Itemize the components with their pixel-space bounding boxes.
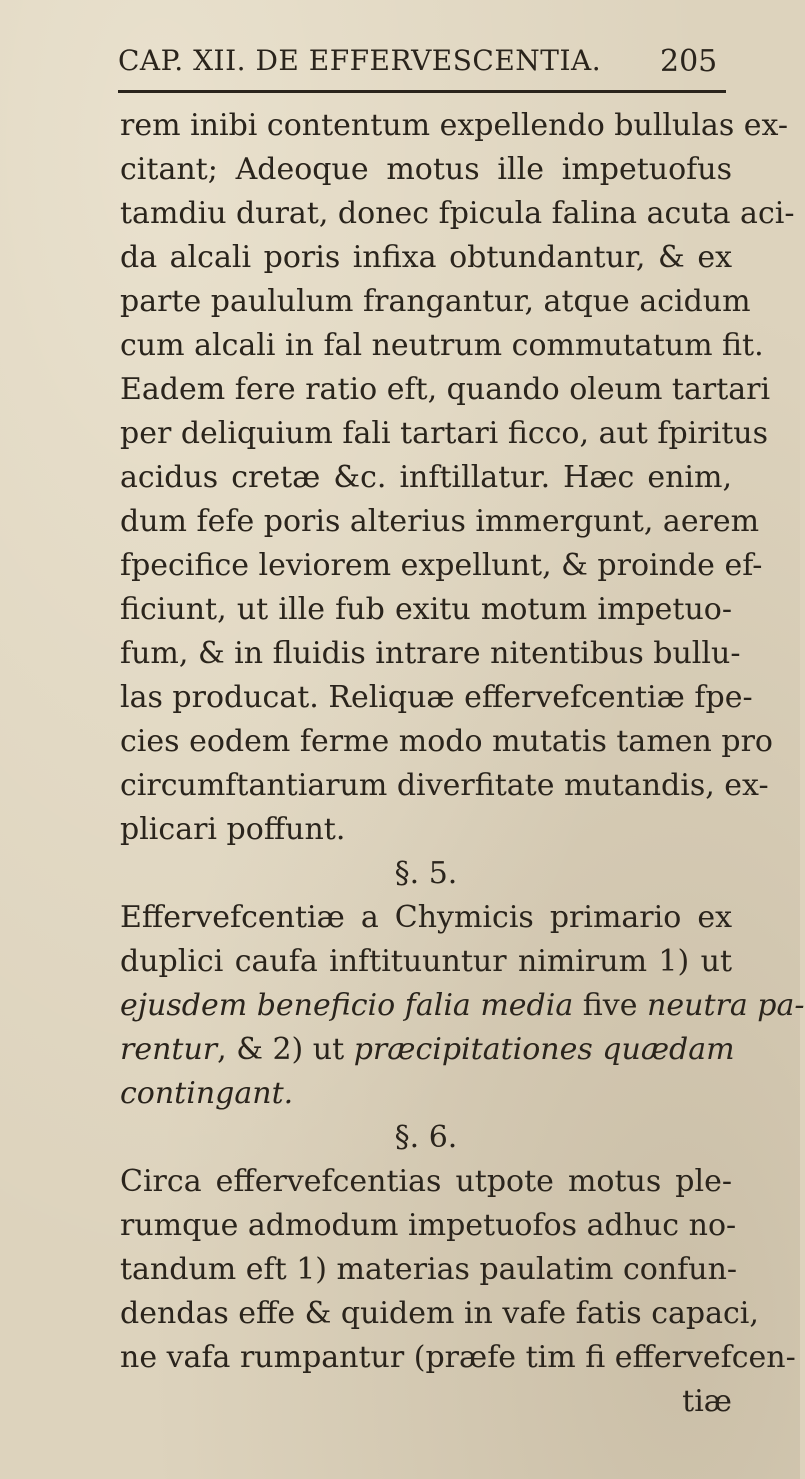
- text-line: ficiunt, ut ille fub exitu motum impetuo-: [120, 592, 732, 627]
- italic-span: contingant.: [120, 1076, 294, 1111]
- text-line: rem inibi contentum expellendo bullulas ex-: [120, 108, 789, 143]
- text-span: , & 2) ut: [217, 1032, 354, 1067]
- text-line: cum alcali in fal neutrum commutatum fit.: [120, 328, 764, 363]
- italic-span: ejusdem beneficio falia media: [120, 988, 574, 1023]
- header-rule: [118, 90, 726, 93]
- italic-span: præcipitationes quædam: [353, 1032, 735, 1067]
- text-line: [120, 1072, 732, 1116]
- text-line: tandum eft 1) materias paulatim confun-: [120, 1252, 738, 1287]
- text-block: [120, 104, 805, 1424]
- text-line: parte paululum frangantur, atque acidum: [120, 284, 751, 319]
- text-line: fpecifice leviorem expellunt, & proinde ef-: [120, 548, 763, 583]
- text-line: ne vafa rumpantur (præfe tim fi effervefcen-: [120, 1340, 796, 1375]
- page-number: 205: [660, 44, 718, 79]
- italic-span: rentur: [120, 1032, 218, 1067]
- text-line: tamdiu durat, donec fpicula falina acuta aci-: [120, 196, 795, 231]
- text-line: las producat. Reliquæ effervefcentiæ fpe-: [120, 680, 753, 715]
- text-line: acidus cretæ &c. inftillatur. Hæc enim,: [120, 460, 732, 495]
- text-line: citant; Adeoque motus ille impetuofus: [120, 152, 732, 187]
- text-line: [120, 896, 732, 940]
- text-line: [120, 940, 732, 984]
- text-line: dendas effe & quidem in vafe fatis capaci,: [120, 1296, 759, 1331]
- italic-span: neutra pa-: [647, 988, 805, 1023]
- text-line: plicari poffunt.: [120, 812, 346, 847]
- text-line: rumque admodum impetuofos adhuc no-: [120, 1208, 737, 1243]
- text-line: cies eodem ferme modo mutatis tamen pro: [120, 724, 773, 759]
- text-line: fum, & in fluidis intrare nitentibus bullu-: [120, 636, 741, 671]
- text-line: [120, 1028, 735, 1072]
- text-line: per deliquium fali tartari ficco, aut fpiritus: [120, 416, 768, 451]
- section-heading: §. 6.: [394, 1120, 458, 1155]
- text-span: Effervefcentiæ a Chymicis primario ex: [120, 900, 732, 935]
- text-line: circumftantiarum diverfitate mutandis, ex-: [120, 768, 769, 803]
- catchword: tiæ: [682, 1384, 732, 1419]
- running-title: CAP. XII. DE EFFERVESCENTIA.: [118, 44, 602, 77]
- text-span: five: [573, 988, 648, 1023]
- section-heading: §. 5.: [394, 856, 458, 891]
- text-line: da alcali poris infixa obtundantur, & ex: [120, 240, 732, 275]
- text-line: dum fefe poris alterius immergunt, aerem: [120, 504, 760, 539]
- text-span: duplici caufa inftituuntur nimirum 1) ut: [120, 944, 732, 979]
- text-line: Circa effervefcentias utpote motus ple-: [120, 1164, 732, 1199]
- running-header: [0, 44, 800, 84]
- text-line: Eadem fere ratio eft, quando oleum tartari: [120, 372, 771, 407]
- text-line: [120, 984, 805, 1028]
